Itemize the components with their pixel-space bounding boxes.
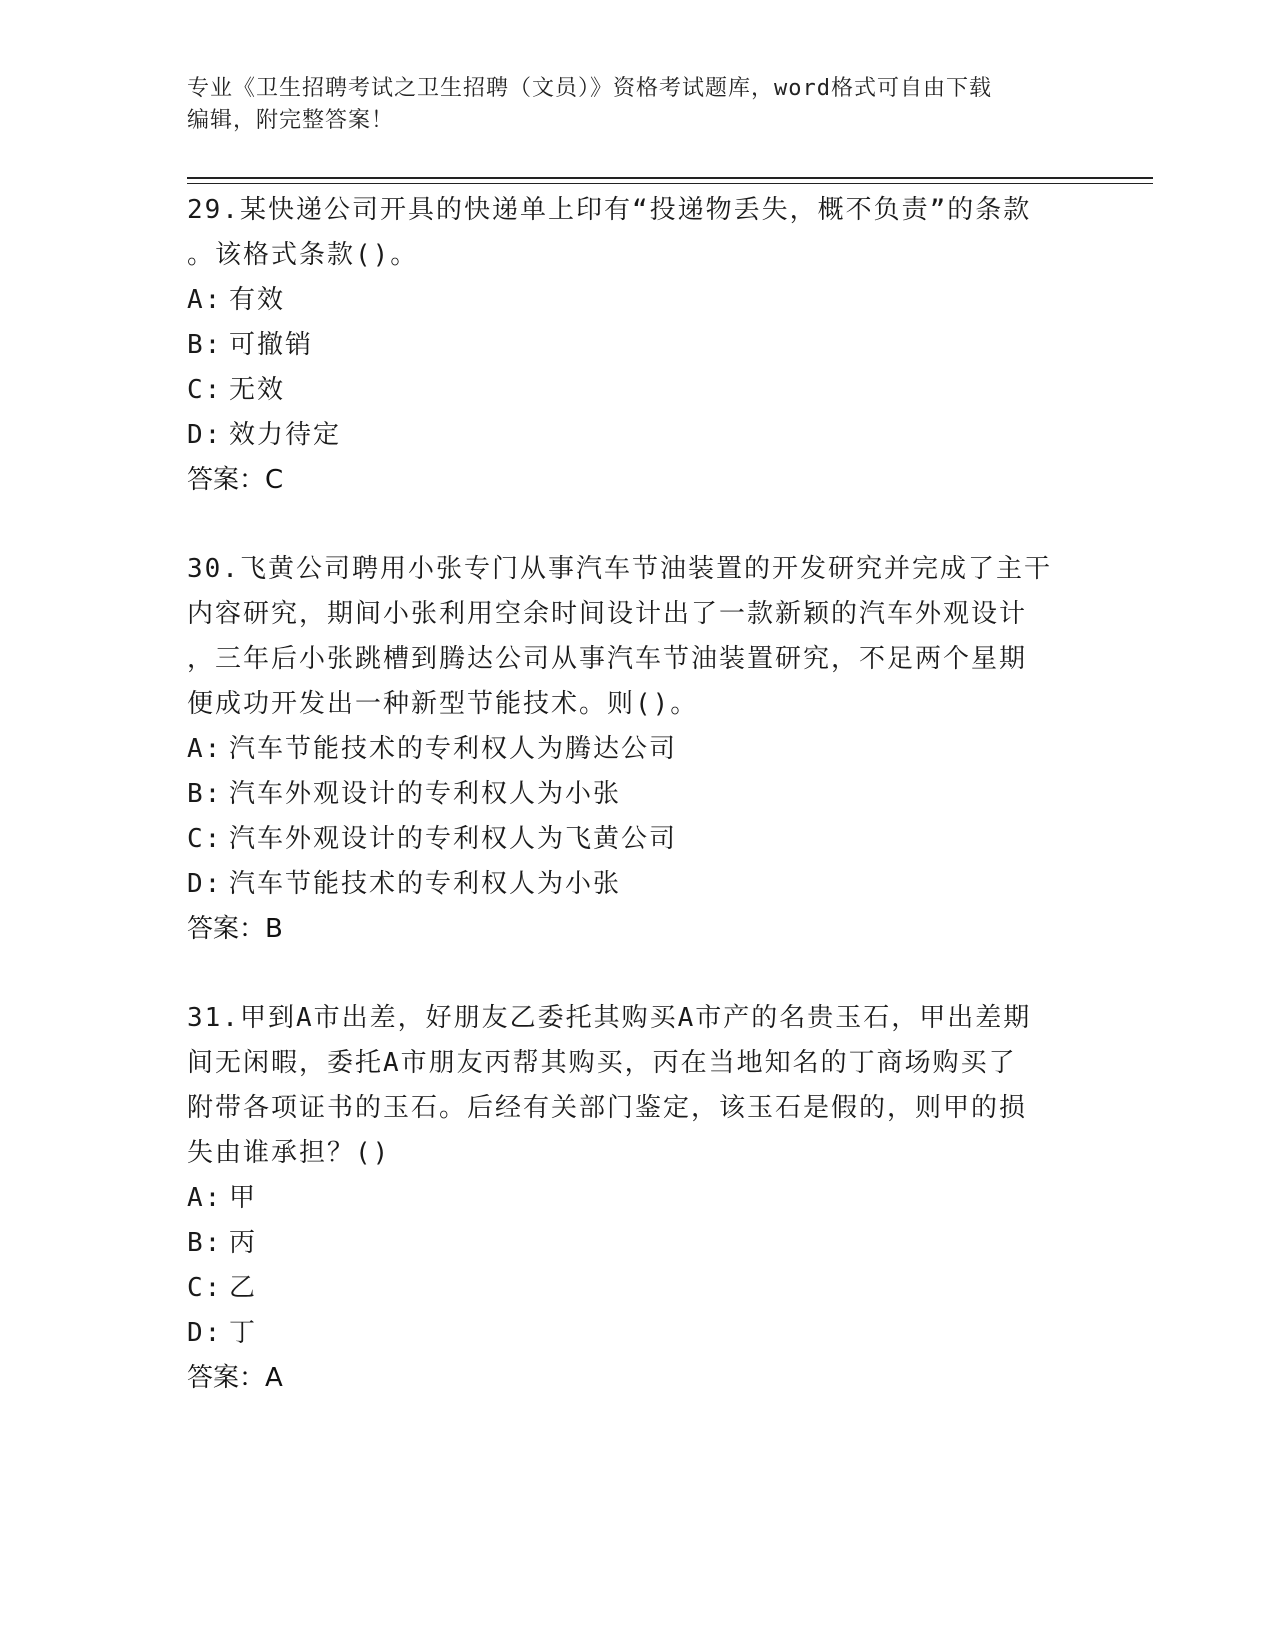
option-text: 有效 bbox=[229, 285, 286, 315]
option-b bbox=[187, 323, 1087, 368]
option-c bbox=[187, 817, 1087, 862]
option-key: D: bbox=[187, 1318, 223, 1348]
option-key: C: bbox=[187, 375, 223, 405]
question-stem bbox=[187, 547, 1067, 727]
option-key: B: bbox=[187, 779, 223, 809]
option-key: D: bbox=[187, 420, 223, 450]
option-text: 效力待定 bbox=[229, 420, 342, 450]
option-text: 汽车节能技术的专利权人为小张 bbox=[229, 869, 622, 899]
option-key: C: bbox=[187, 824, 223, 854]
option-text: 汽车外观设计的专利权人为飞黄公司 bbox=[229, 824, 678, 854]
question-29 bbox=[187, 188, 1087, 503]
option-key: C: bbox=[187, 1273, 223, 1303]
header-divider-thick bbox=[187, 177, 1153, 179]
option-text: 汽车外观设计的专利权人为小张 bbox=[229, 779, 622, 809]
option-key: A: bbox=[187, 285, 223, 315]
option-text: 丙 bbox=[229, 1228, 258, 1258]
option-c bbox=[187, 368, 1087, 413]
option-text: 乙 bbox=[229, 1273, 258, 1303]
answer-line: 答案：C bbox=[187, 465, 284, 495]
stem-line: 间无闲暇，委托A市朋友丙帮其购买，丙在当地知名的丁商场购买了 bbox=[187, 1048, 1017, 1078]
stem-line: 29.某快递公司开具的快递单上印有“投递物丢失，概不负责”的条款 bbox=[187, 195, 1032, 225]
question-31 bbox=[187, 996, 1087, 1401]
stem-line: 失由谁承担？() bbox=[187, 1138, 391, 1168]
answer-line: 答案：B bbox=[187, 914, 283, 944]
option-text: 甲 bbox=[229, 1183, 258, 1213]
header-divider-thin bbox=[187, 183, 1153, 184]
document-header bbox=[187, 73, 1087, 137]
option-key: B: bbox=[187, 1228, 223, 1258]
question-list bbox=[187, 188, 1087, 1445]
stem-line: 30.飞黄公司聘用小张专门从事汽车节油装置的开发研究并完成了主干 bbox=[187, 554, 1052, 584]
stem-line: ，三年后小张跳槽到腾达公司从事汽车节油装置研究，不足两个星期 bbox=[187, 644, 1028, 674]
option-key: A: bbox=[187, 1183, 223, 1213]
option-a bbox=[187, 278, 1087, 323]
option-d bbox=[187, 862, 1087, 907]
question-stem bbox=[187, 996, 1067, 1176]
header-line-2: 编辑，附完整答案！ bbox=[187, 108, 395, 133]
question-30 bbox=[187, 547, 1087, 952]
header-line-1: 专业《卫生招聘考试之卫生招聘（文员）》资格考试题库，word格式可自由下载 bbox=[187, 76, 992, 101]
question-stem bbox=[187, 188, 1067, 278]
option-text: 无效 bbox=[229, 375, 286, 405]
stem-line: 31.甲到A市出差，好朋友乙委托其购买A市产的名贵玉石，甲出差期 bbox=[187, 1003, 1032, 1033]
option-text: 汽车节能技术的专利权人为腾达公司 bbox=[229, 734, 678, 764]
option-a bbox=[187, 727, 1087, 772]
answer-line: 答案：A bbox=[187, 1363, 283, 1393]
stem-line: 便成功开发出一种新型节能技术。则()。 bbox=[187, 689, 699, 719]
option-key: D: bbox=[187, 869, 223, 899]
option-d bbox=[187, 1311, 1087, 1356]
option-text: 丁 bbox=[229, 1318, 258, 1348]
option-d bbox=[187, 413, 1087, 458]
option-text: 可撤销 bbox=[229, 330, 314, 360]
option-c bbox=[187, 1266, 1087, 1311]
stem-line: 内容研究，期间小张利用空余时间设计出了一款新颖的汽车外观设计 bbox=[187, 599, 1028, 629]
stem-line: 。该格式条款()。 bbox=[187, 240, 419, 270]
option-b bbox=[187, 1221, 1087, 1266]
stem-line: 附带各项证书的玉石。后经有关部门鉴定，该玉石是假的，则甲的损 bbox=[187, 1093, 1028, 1123]
option-b bbox=[187, 772, 1087, 817]
option-key: B: bbox=[187, 330, 223, 360]
option-a bbox=[187, 1176, 1087, 1221]
option-key: A: bbox=[187, 734, 223, 764]
